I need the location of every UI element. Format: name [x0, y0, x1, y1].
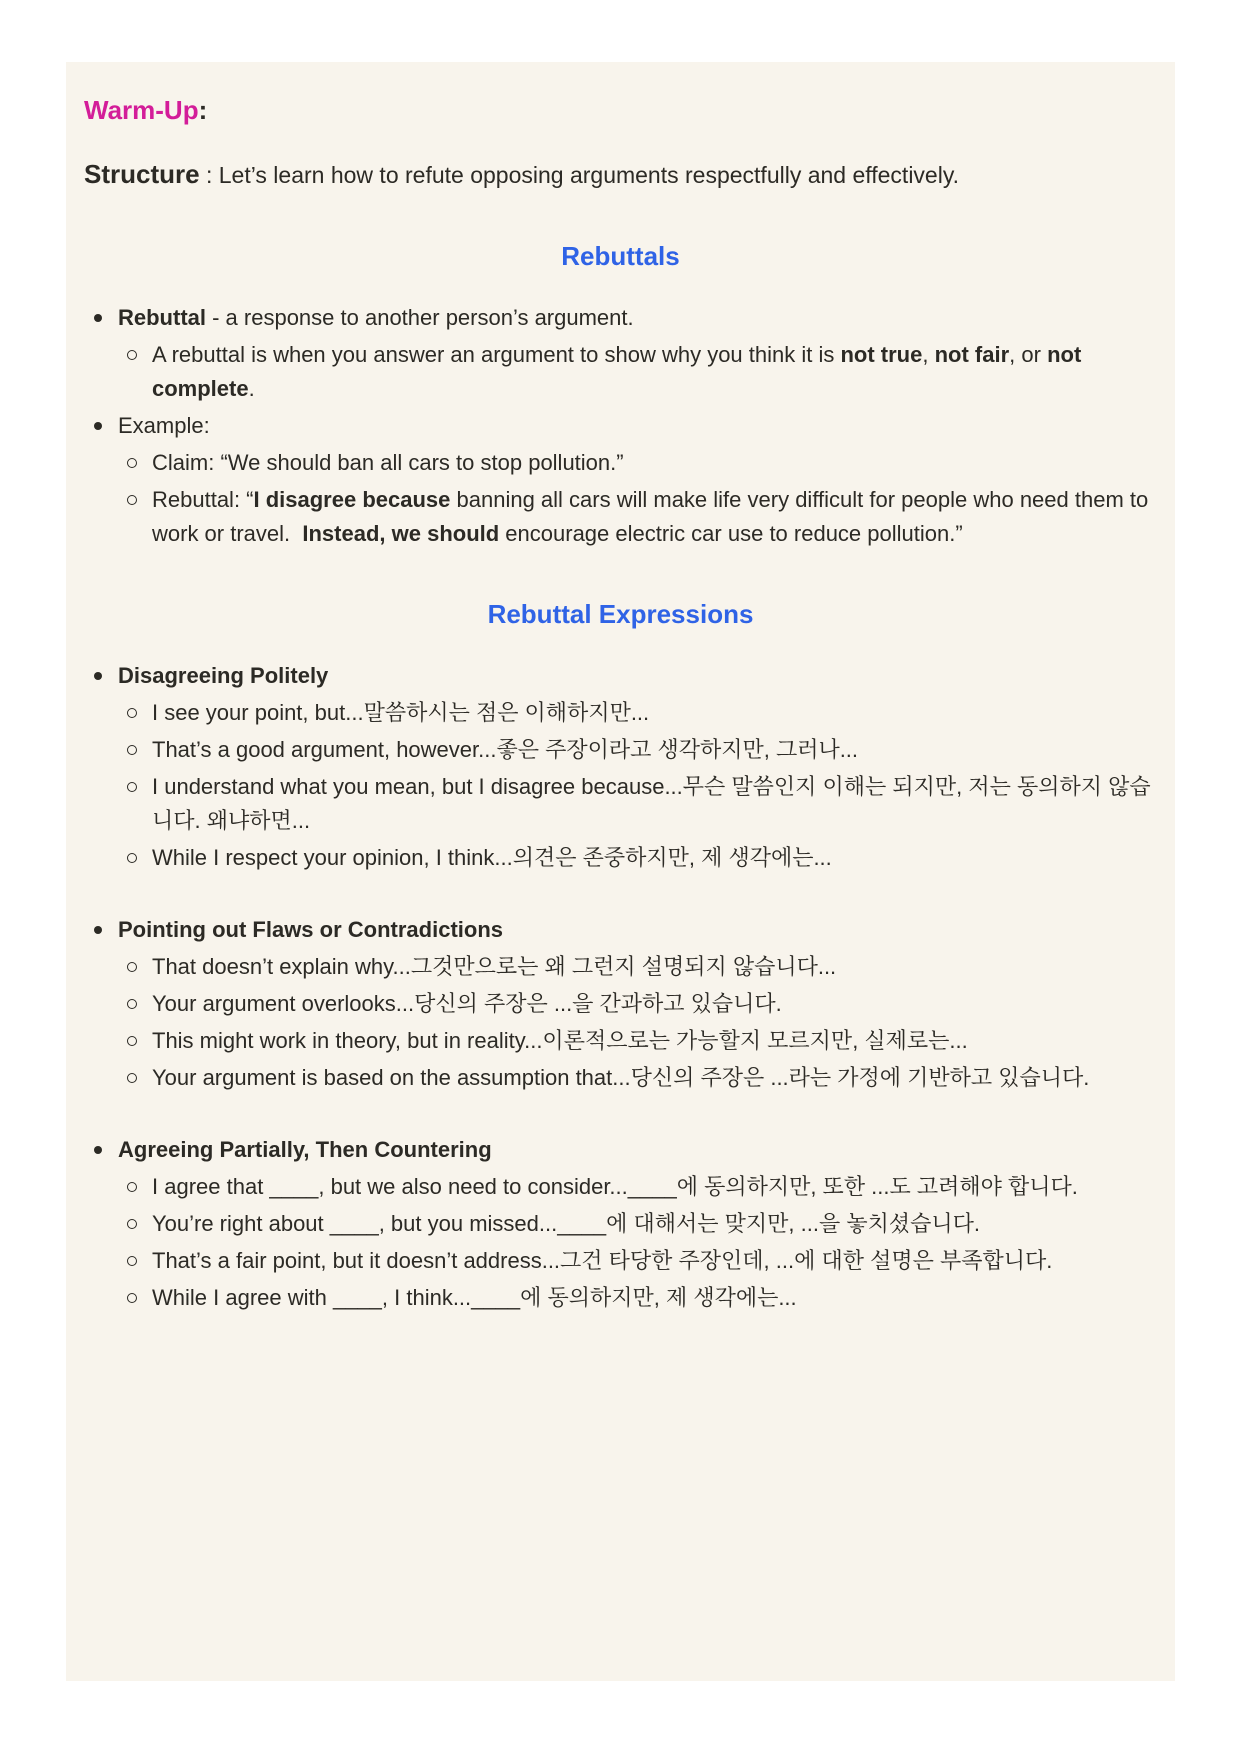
- warmup-heading: [84, 92, 1157, 128]
- sub-bullet-item: [152, 733, 1157, 767]
- circle-bullet-icon: [127, 853, 137, 863]
- list-item-text: [152, 1174, 1078, 1199]
- structure-line: [84, 156, 1157, 193]
- text-run: - a response to another person’s argument.: [206, 305, 634, 330]
- text-run: While I agree with ____, I think...____에 동의하지만, 제 생각에는...: [152, 1285, 797, 1310]
- bold-text-run: Pointing out Flaws or Contradictions: [118, 917, 503, 942]
- text-run: I understand what you mean, but I disagree because...무슨 말씀인지 이해는 되지만, 저는 동의하지 않습니다. 왜냐하면...: [152, 774, 1151, 833]
- circle-bullet-icon: [127, 1293, 137, 1303]
- section-heading: Rebuttal Expressions: [487, 599, 754, 629]
- text-run: I agree that ____, but we also need to consider...____에 동의하지만, 또한 ...도 고려해야 합니다.: [152, 1174, 1078, 1199]
- bold-text-run: Rebuttal: [118, 305, 206, 330]
- list-item-text: [152, 774, 1151, 833]
- text-run: banning all cars will make life very difficult for people who need them to work or travel.: [152, 487, 1149, 546]
- list-item-text: [152, 450, 624, 475]
- bold-text-run: not fair: [934, 342, 1010, 367]
- list-item-text: [118, 663, 328, 688]
- circle-bullet-icon: [127, 1073, 137, 1083]
- list-item-text: [118, 1137, 492, 1162]
- circle-bullet-icon: [127, 745, 137, 755]
- sub-bullet-item: [152, 1024, 1157, 1058]
- bold-text-run: not complete: [152, 342, 1082, 401]
- bullet-item: [118, 659, 1157, 875]
- bold-text-run: Disagreeing Politely: [118, 663, 329, 688]
- sub-bullet-item: [152, 338, 1157, 406]
- sub-bullet-item: [152, 1207, 1157, 1241]
- text-run: encourage electric car use to reduce pollution.”: [499, 521, 963, 546]
- sub-bullet-list: [118, 338, 1157, 406]
- sub-bullet-list: [118, 696, 1157, 875]
- text-run: , or: [1009, 342, 1048, 367]
- warmup-colon: :: [198, 95, 208, 125]
- bold-text-run: Instead, we should: [302, 521, 500, 546]
- sub-bullet-item: [152, 950, 1157, 984]
- page: [0, 62, 1241, 1681]
- text-run: I see your point, but...말씀하시는 점은 이해하지만...: [152, 700, 650, 725]
- warmup-label: Warm-Up: [84, 95, 199, 125]
- sub-bullet-list: [118, 446, 1157, 551]
- text-run: This might work in theory, but in reality...이론적으로는 가능할지 모르지만, 실제로는...: [152, 1028, 968, 1053]
- list-item-text: [152, 487, 1148, 546]
- sub-bullet-item: [152, 987, 1157, 1021]
- circle-bullet-icon: [127, 458, 137, 468]
- bullet-icon: [94, 422, 102, 430]
- list-item-text: [118, 413, 210, 438]
- text-run: While I respect your opinion, I think...의견은 존중하지만, 제 생각에는...: [152, 845, 832, 870]
- circle-bullet-icon: [127, 708, 137, 718]
- bullet-list: [84, 659, 1157, 1315]
- sub-bullet-item: [152, 446, 1157, 480]
- bullet-item: [118, 409, 1157, 551]
- list-item-text: [152, 1028, 968, 1053]
- list-item-text: [152, 737, 858, 762]
- sections-container: [84, 239, 1157, 1315]
- bold-text-run: Agreeing Partially, Then Countering: [118, 1137, 492, 1162]
- circle-bullet-icon: [127, 1182, 137, 1192]
- circle-bullet-icon: [127, 782, 137, 792]
- bullet-item: [118, 301, 1157, 406]
- text-run: A rebuttal is when you answer an argument to show why you think it is: [152, 342, 841, 367]
- text-run: That’s a good argument, however...좋은 주장이라고 생각하지만, 그러나...: [152, 737, 859, 762]
- list-item-text: [152, 991, 782, 1016]
- text-run: ,: [922, 342, 935, 367]
- bold-text-run: I disagree because: [253, 487, 451, 512]
- bullet-icon: [94, 1146, 102, 1154]
- list-item-text: [152, 954, 836, 979]
- bullet-icon: [94, 672, 102, 680]
- sub-bullet-item: [152, 841, 1157, 875]
- list-item-text: [118, 917, 503, 942]
- circle-bullet-icon: [127, 495, 137, 505]
- circle-bullet-icon: [127, 999, 137, 1009]
- sub-bullet-list: [118, 950, 1157, 1095]
- text-run: You’re right about ____, but you missed...____에 대해서는 맞지만, ...을 놓치셨습니다.: [152, 1211, 980, 1236]
- sub-bullet-list: [118, 1170, 1157, 1315]
- text-run: .: [248, 376, 255, 401]
- text-run: That doesn’t explain why...그것만으로는 왜 그런지 설명되지 않습니다...: [152, 954, 837, 979]
- bullet-icon: [94, 314, 102, 322]
- bullet-list: [84, 301, 1157, 551]
- list-item-text: [152, 1285, 797, 1310]
- list-item-text: [152, 700, 649, 725]
- bullet-item: [118, 913, 1157, 1095]
- sub-bullet-item: [152, 1244, 1157, 1278]
- section-heading: Rebuttals: [561, 241, 680, 271]
- list-item-text: [152, 845, 832, 870]
- bullet-icon: [94, 926, 102, 934]
- sub-bullet-item: [152, 1281, 1157, 1315]
- document-card: [66, 62, 1175, 1681]
- circle-bullet-icon: [127, 1256, 137, 1266]
- circle-bullet-icon: [127, 350, 137, 360]
- sub-bullet-item: [152, 1170, 1157, 1204]
- circle-bullet-icon: [127, 1219, 137, 1229]
- list-item-text: [152, 342, 1081, 401]
- list-item-text: [118, 305, 634, 330]
- structure-label: Structure: [84, 159, 200, 189]
- sub-bullet-item: [152, 483, 1157, 551]
- bold-text-run: not true: [840, 342, 923, 367]
- list-item-text: [152, 1248, 1052, 1273]
- text-run: Your argument is based on the assumption that...당신의 주장은 ...라는 가정에 기반하고 있습니다.: [152, 1065, 1090, 1090]
- sub-bullet-item: [152, 1061, 1157, 1095]
- circle-bullet-icon: [127, 962, 137, 972]
- sub-bullet-item: [152, 696, 1157, 730]
- circle-bullet-icon: [127, 1036, 137, 1046]
- sub-bullet-item: [152, 770, 1157, 838]
- structure-text: : Let’s learn how to refute opposing arguments respectfully and effectively.: [199, 162, 960, 188]
- list-item-text: [152, 1211, 980, 1236]
- bullet-item: [118, 1133, 1157, 1315]
- list-item-text: [152, 1065, 1089, 1090]
- text-run: Your argument overlooks...당신의 주장은 ...을 간과하고 있습니다.: [152, 991, 782, 1016]
- text-run: Example:: [118, 413, 210, 438]
- text-run: Rebuttal: “: [152, 487, 254, 512]
- text-run: Claim: “We should ban all cars to stop pollution.”: [152, 450, 624, 475]
- text-run: That’s a fair point, but it doesn’t address...그건 타당한 주장인데, ...에 대한 설명은 부족합니다.: [152, 1248, 1053, 1273]
